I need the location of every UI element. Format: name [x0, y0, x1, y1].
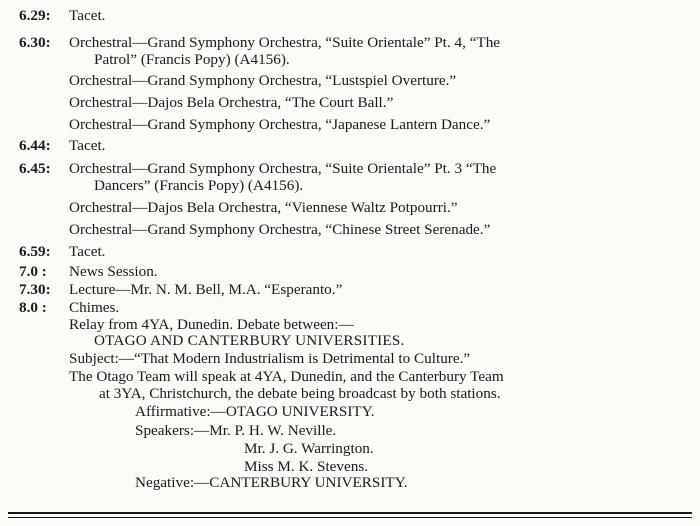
bottom-rule — [8, 512, 692, 514]
speakers-line: Speakers:—Mr. P. H. W. Neville. — [135, 422, 337, 439]
affirmative-line: Affirmative:—OTAGO UNIVERSITY. — [135, 403, 375, 420]
item-630-line1: Orchestral—Grand Symphony Orchestra, “Suite Orientale” Pt. 4, “The — [69, 34, 501, 51]
item-645-sub2: Orchestral—Grand Symphony Orchestra, “Chinese Street Serenade.” — [69, 221, 491, 238]
item-630-sub1: Orchestral—Grand Symphony Orchestra, “Lustspiel Overture.” — [69, 72, 457, 89]
time-700: 7.0 : — [19, 263, 47, 280]
negative-line: Negative:—CANTERBURY UNIVERSITY. — [135, 474, 408, 491]
time-645: 6.45: — [19, 160, 51, 177]
item-730: Lecture—Mr. N. M. Bell, M.A. “Esperanto.” — [69, 281, 343, 298]
item-659: Tacet. — [69, 243, 106, 260]
item-630-line2: Patrol” (Francis Popy) (A4156). — [94, 51, 290, 68]
item-645-sub1: Orchestral—Dajos Bela Orchestra, “Viennese Waltz Potpourri.” — [69, 199, 458, 216]
item-629: Tacet. — [69, 7, 106, 24]
time-644: 6.44: — [19, 137, 51, 154]
bottom-rule-thin — [8, 517, 692, 518]
time-659: 6.59: — [19, 243, 51, 260]
item-800: Chimes. — [69, 299, 120, 316]
speaker-3: Miss M. K. Stevens. — [244, 458, 369, 475]
time-730: 7.30: — [19, 281, 51, 298]
team-text-line2: at 3YA, Christchurch, the debate being broadcast by both stations. — [99, 385, 501, 402]
item-645-line2: Dancers” (Francis Popy) (A4156). — [94, 177, 304, 194]
item-630-sub2: Orchestral—Dajos Bela Orchestra, “The Court Ball.” — [69, 94, 394, 111]
time-630: 6.30: — [19, 34, 51, 51]
item-644: Tacet. — [69, 137, 106, 154]
item-630-sub3: Orchestral—Grand Symphony Orchestra, “Japanese Lantern Dance.” — [69, 116, 491, 133]
relay-text: Relay from 4YA, Dunedin. Debate between:— — [69, 316, 354, 333]
universities-heading: OTAGO AND CANTERBURY UNIVERSITIES. — [94, 332, 405, 349]
time-800: 8.0 : — [19, 299, 47, 316]
item-700: News Session. — [69, 263, 158, 280]
debate-subject: Subject:—“That Modern Industrialism is Detrimental to Culture.” — [69, 350, 471, 367]
team-text-line1: The Otago Team will speak at 4YA, Dunedin, and the Canterbury Team — [69, 368, 504, 385]
speaker-2: Mr. J. G. Warrington. — [244, 440, 374, 457]
item-645-line1: Orchestral—Grand Symphony Orchestra, “Suite Orientale” Pt. 3 “The — [69, 160, 497, 177]
time-629: 6.29: — [19, 7, 51, 24]
